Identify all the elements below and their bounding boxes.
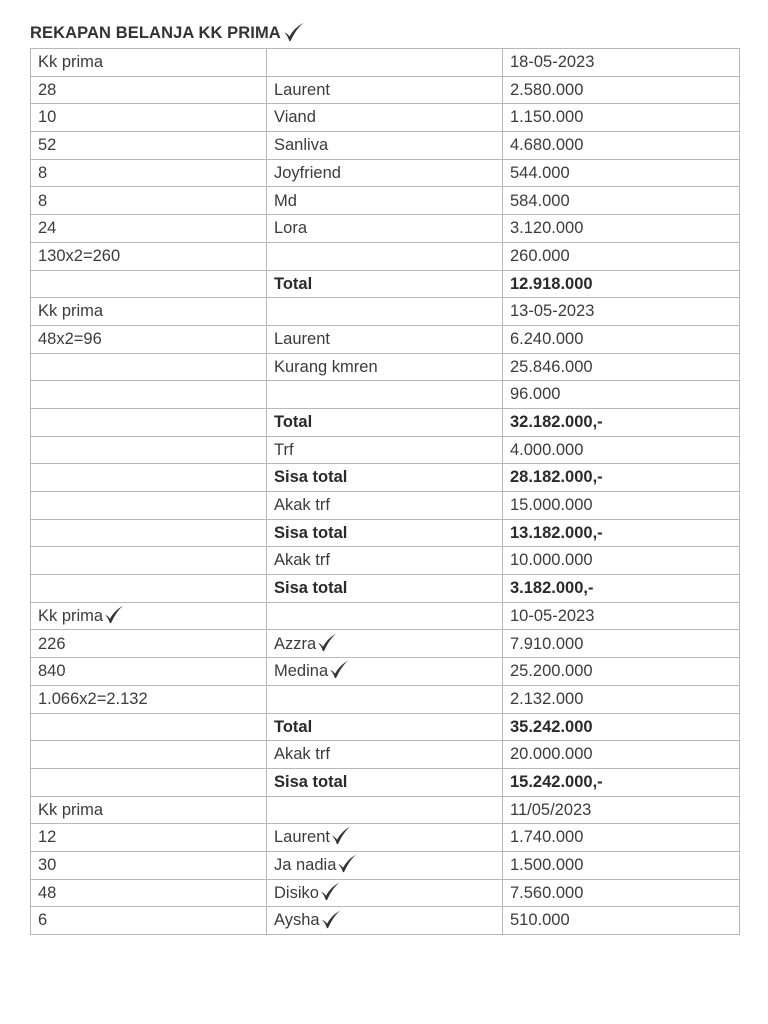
table-row	[31, 159, 740, 187]
recap-table	[30, 48, 740, 935]
table-row	[31, 575, 740, 603]
cell-item-text: Akak trf	[274, 551, 330, 570]
cell-quantity-text: Kk prima	[38, 800, 104, 819]
cell-quantity-text: 48x2=96	[38, 329, 102, 348]
table-row	[31, 796, 740, 824]
cell-amount	[503, 602, 740, 630]
document-title: REKAPAN BELANJA KK PRIMA	[30, 24, 281, 42]
cell-amount-text: 6.240.000	[510, 329, 584, 348]
cell-item-text: Laurent	[274, 828, 330, 847]
cell-item	[267, 768, 503, 796]
cell-item	[267, 741, 503, 769]
cell-item	[267, 602, 503, 630]
table-row	[31, 492, 740, 520]
cell-item-text: Disiko	[274, 883, 319, 902]
table-row	[31, 824, 740, 852]
cell-item	[267, 824, 503, 852]
document	[30, 20, 739, 935]
cell-quantity	[31, 436, 267, 464]
checkmark-icon	[283, 22, 305, 42]
cell-item-text: Sisa total	[274, 579, 348, 598]
table-row	[31, 49, 740, 77]
table-row	[31, 298, 740, 326]
cell-item-text: Laurent	[274, 80, 330, 99]
table-row	[31, 187, 740, 215]
cell-quantity-text: 130x2=260	[38, 246, 121, 265]
cell-quantity	[31, 353, 267, 381]
table-row	[31, 242, 740, 270]
cell-amount	[503, 270, 740, 298]
cell-item	[267, 796, 503, 824]
checkmark-icon	[317, 633, 337, 652]
cell-quantity	[31, 547, 267, 575]
table-row	[31, 270, 740, 298]
cell-quantity-text: 840	[38, 662, 66, 681]
cell-amount	[503, 215, 740, 243]
table-row	[31, 76, 740, 104]
cell-quantity-text: 6	[38, 911, 48, 930]
cell-item	[267, 907, 503, 935]
cell-amount	[503, 49, 740, 77]
cell-quantity	[31, 381, 267, 409]
cell-quantity	[31, 187, 267, 215]
cell-amount	[503, 851, 740, 879]
cell-amount	[503, 132, 740, 160]
cell-amount-text: 15.242.000,-	[510, 772, 603, 791]
cell-quantity	[31, 851, 267, 879]
cell-item-text: Kurang kmren	[274, 357, 378, 376]
cell-item	[267, 436, 503, 464]
checkmark-icon	[329, 660, 349, 679]
cell-item	[267, 187, 503, 215]
cell-amount	[503, 325, 740, 353]
table-row	[31, 630, 740, 658]
cell-amount-text: 7.910.000	[510, 634, 584, 653]
cell-amount-text: 1.150.000	[510, 108, 584, 127]
cell-item-text: Total	[274, 274, 313, 293]
cell-quantity	[31, 132, 267, 160]
cell-amount	[503, 242, 740, 270]
cell-quantity	[31, 408, 267, 436]
cell-item	[267, 658, 503, 686]
cell-amount	[503, 353, 740, 381]
cell-item	[267, 630, 503, 658]
cell-quantity-text: 10	[38, 108, 57, 127]
cell-amount-text: 25.846.000	[510, 357, 593, 376]
cell-quantity-text: 52	[38, 136, 57, 155]
recap-table-body	[31, 49, 740, 935]
cell-quantity	[31, 768, 267, 796]
cell-quantity	[31, 159, 267, 187]
cell-item-text: Sisa total	[274, 468, 348, 487]
cell-item-text: Lora	[274, 219, 308, 238]
table-row	[31, 685, 740, 713]
cell-item-text: Sisa total	[274, 772, 348, 791]
cell-quantity	[31, 76, 267, 104]
cell-amount	[503, 713, 740, 741]
cell-item	[267, 270, 503, 298]
cell-item	[267, 159, 503, 187]
cell-amount-text: 3.120.000	[510, 219, 584, 238]
cell-quantity-text: 24	[38, 219, 57, 238]
cell-amount	[503, 741, 740, 769]
cell-quantity	[31, 685, 267, 713]
cell-item-text: Akak trf	[274, 496, 330, 515]
cell-quantity-text: 8	[38, 191, 48, 210]
cell-quantity	[31, 104, 267, 132]
cell-item	[267, 215, 503, 243]
cell-amount-text: 7.560.000	[510, 883, 584, 902]
cell-amount-text: 32.182.000,-	[510, 413, 603, 432]
cell-item-text: Joyfriend	[274, 163, 341, 182]
cell-amount	[503, 381, 740, 409]
cell-amount-text: 10.000.000	[510, 551, 593, 570]
table-row	[31, 325, 740, 353]
cell-quantity-text: Kk prima	[38, 53, 104, 72]
cell-quantity	[31, 879, 267, 907]
cell-amount	[503, 104, 740, 132]
table-row	[31, 602, 740, 630]
cell-amount	[503, 492, 740, 520]
cell-amount	[503, 907, 740, 935]
table-row	[31, 132, 740, 160]
cell-amount	[503, 436, 740, 464]
checkmark-icon	[104, 605, 124, 624]
cell-amount-text: 13.182.000,-	[510, 523, 603, 542]
cell-item	[267, 381, 503, 409]
cell-quantity	[31, 325, 267, 353]
cell-item-text: Aysha	[274, 911, 320, 930]
cell-quantity	[31, 713, 267, 741]
table-row	[31, 215, 740, 243]
cell-item	[267, 104, 503, 132]
cell-quantity-text: 28	[38, 80, 57, 99]
cell-quantity	[31, 824, 267, 852]
table-row	[31, 353, 740, 381]
cell-quantity-text: Kk prima	[38, 606, 104, 625]
table-row	[31, 741, 740, 769]
cell-amount	[503, 76, 740, 104]
cell-quantity	[31, 242, 267, 270]
cell-item-text: Trf	[274, 440, 294, 459]
checkmark-icon	[331, 826, 351, 845]
table-row	[31, 879, 740, 907]
cell-amount-text: 260.000	[510, 246, 570, 265]
cell-item-text: Medina	[274, 662, 329, 681]
cell-item-text: Laurent	[274, 329, 330, 348]
cell-amount	[503, 187, 740, 215]
cell-item	[267, 353, 503, 381]
cell-item	[267, 242, 503, 270]
cell-item	[267, 492, 503, 520]
table-row	[31, 907, 740, 935]
cell-item	[267, 547, 503, 575]
cell-amount-text: 20.000.000	[510, 745, 593, 764]
table-row	[31, 519, 740, 547]
cell-quantity	[31, 464, 267, 492]
cell-quantity	[31, 215, 267, 243]
cell-quantity	[31, 796, 267, 824]
cell-item	[267, 575, 503, 603]
cell-item	[267, 49, 503, 77]
cell-item-text: Akak trf	[274, 745, 330, 764]
cell-quantity-text: 8	[38, 163, 48, 182]
cell-item	[267, 464, 503, 492]
cell-item	[267, 879, 503, 907]
cell-quantity	[31, 49, 267, 77]
cell-quantity	[31, 630, 267, 658]
cell-amount	[503, 879, 740, 907]
cell-amount	[503, 547, 740, 575]
cell-amount	[503, 685, 740, 713]
cell-quantity	[31, 602, 267, 630]
cell-amount	[503, 796, 740, 824]
cell-quantity	[31, 907, 267, 935]
cell-item-text: Sanliva	[274, 136, 329, 155]
table-row	[31, 381, 740, 409]
cell-amount	[503, 658, 740, 686]
cell-item	[267, 519, 503, 547]
cell-amount-text: 10-05-2023	[510, 606, 595, 625]
cell-amount-text: 544.000	[510, 163, 570, 182]
checkmark-icon	[320, 882, 340, 901]
cell-item	[267, 685, 503, 713]
cell-amount-text: 28.182.000,-	[510, 468, 603, 487]
cell-quantity	[31, 298, 267, 326]
table-row	[31, 104, 740, 132]
cell-amount-text: 11/05/2023	[510, 800, 592, 819]
cell-item-text: Sisa total	[274, 523, 348, 542]
cell-amount	[503, 575, 740, 603]
cell-amount-text: 4.000.000	[510, 440, 584, 459]
cell-item	[267, 851, 503, 879]
cell-amount	[503, 464, 740, 492]
cell-amount	[503, 298, 740, 326]
cell-amount	[503, 408, 740, 436]
cell-item-text: Md	[274, 191, 297, 210]
cell-item	[267, 408, 503, 436]
checkmark-icon	[321, 910, 341, 929]
cell-amount-text: 510.000	[510, 911, 570, 930]
cell-item	[267, 325, 503, 353]
cell-amount-text: 15.000.000	[510, 496, 593, 515]
table-row	[31, 436, 740, 464]
table-row	[31, 547, 740, 575]
cell-quantity-text: 12	[38, 828, 57, 847]
cell-quantity	[31, 575, 267, 603]
cell-item	[267, 298, 503, 326]
cell-quantity-text: Kk prima	[38, 302, 104, 321]
cell-item	[267, 76, 503, 104]
table-row	[31, 713, 740, 741]
cell-item-text: Total	[274, 717, 313, 736]
cell-amount	[503, 519, 740, 547]
cell-amount	[503, 824, 740, 852]
cell-amount-text: 35.242.000	[510, 717, 593, 736]
table-row	[31, 658, 740, 686]
cell-amount	[503, 630, 740, 658]
cell-amount-text: 2.132.000	[510, 689, 584, 708]
cell-item	[267, 713, 503, 741]
cell-amount-text: 12.918.000	[510, 274, 593, 293]
cell-quantity	[31, 658, 267, 686]
cell-item-text: Total	[274, 413, 313, 432]
table-row	[31, 851, 740, 879]
cell-amount-text: 13-05-2023	[510, 302, 595, 321]
document-title-line	[30, 20, 739, 46]
cell-amount-text: 18-05-2023	[510, 53, 595, 72]
cell-item-text: Azzra	[274, 634, 317, 653]
cell-quantity-text: 30	[38, 856, 57, 875]
cell-amount-text: 96.000	[510, 385, 561, 404]
cell-amount	[503, 159, 740, 187]
cell-quantity-text: 1.066x2=2.132	[38, 689, 148, 708]
cell-amount-text: 1.500.000	[510, 856, 584, 875]
cell-quantity	[31, 741, 267, 769]
cell-item-text: Viand	[274, 108, 316, 127]
cell-quantity	[31, 492, 267, 520]
cell-quantity-text: 48	[38, 883, 57, 902]
cell-amount-text: 1.740.000	[510, 828, 584, 847]
table-row	[31, 768, 740, 796]
cell-quantity	[31, 519, 267, 547]
table-row	[31, 464, 740, 492]
table-row	[31, 408, 740, 436]
cell-quantity	[31, 270, 267, 298]
checkmark-icon	[337, 854, 357, 873]
cell-amount-text: 3.182.000,-	[510, 579, 594, 598]
cell-amount-text: 584.000	[510, 191, 570, 210]
cell-amount-text: 2.580.000	[510, 80, 584, 99]
cell-amount-text: 4.680.000	[510, 136, 584, 155]
cell-quantity-text: 226	[38, 634, 66, 653]
cell-item	[267, 132, 503, 160]
cell-amount	[503, 768, 740, 796]
cell-item-text: Ja nadia	[274, 856, 337, 875]
cell-amount-text: 25.200.000	[510, 662, 593, 681]
